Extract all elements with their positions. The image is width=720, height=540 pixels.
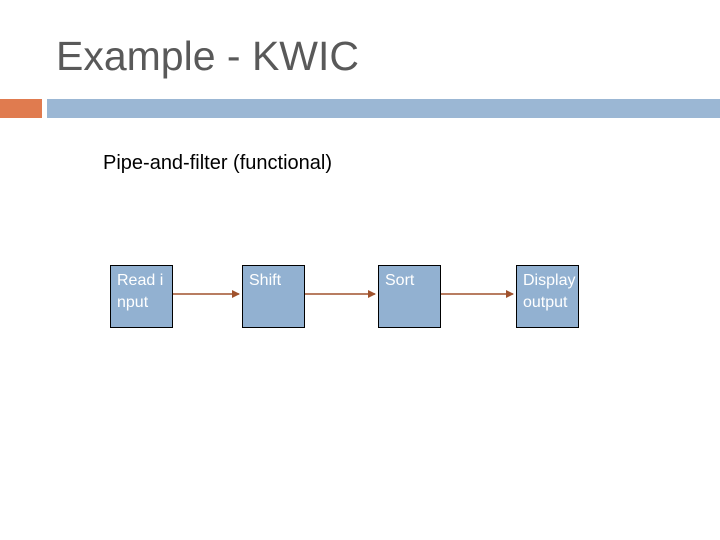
- slide-title: Example - KWIC: [56, 33, 359, 79]
- node-sort: Sort: [378, 265, 441, 328]
- diagram-subtitle: Pipe-and-filter (functional): [103, 152, 332, 174]
- node-read-input: Read input: [110, 265, 173, 328]
- node-display-output: Display output: [516, 265, 579, 328]
- node-shift: Shift: [242, 265, 305, 328]
